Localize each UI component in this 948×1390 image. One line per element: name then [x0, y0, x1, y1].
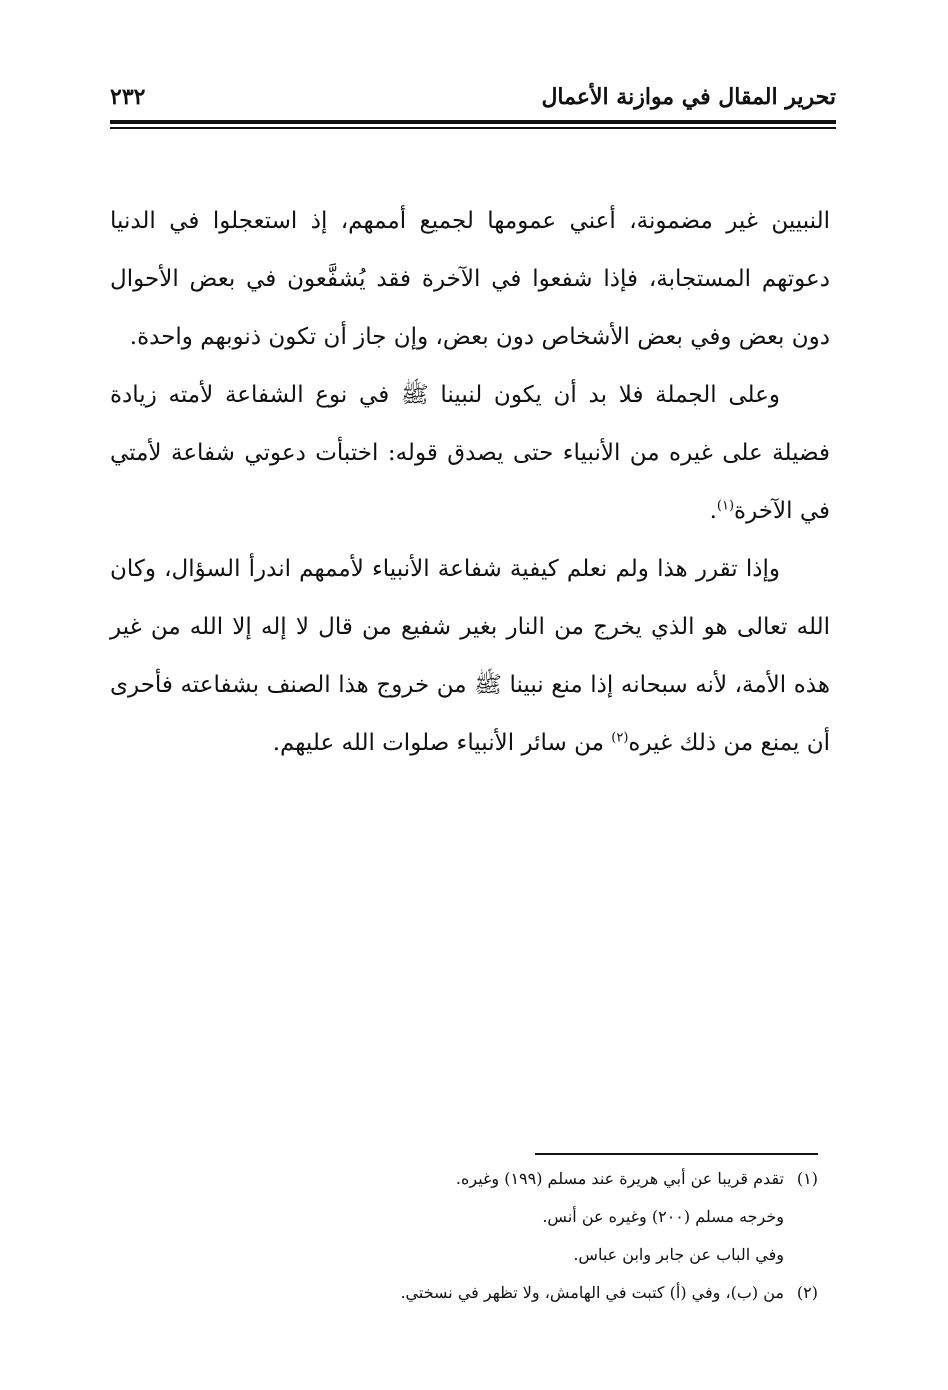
paragraph-1: النبيين غير مضمونة، أعني عمومها لجميع أممهم، إذ استعجلوا في الدنيا دعوتهم المستجابة، فإذا شفعوا في الآخرة فقد يُشفَّعون في بعض الأحوال دون بعض وفي بعض الأشخاص دون بعض، وإن جاز أن تكون ذنوبهم واحدة.: [110, 208, 830, 350]
footnote-separator: [535, 1153, 818, 1155]
page-number: ٢٣٢: [110, 84, 146, 110]
paragraph-2: وعلى الجملة فلا بد أن يكون لنبينا ﷺ في نوع الشفاعة لأمته زيادة فضيلة على غيره من الأنبياء حتى يصدق قوله: اختبأت دعوتي شفاعة لأمتي في الآخرة$^{(١)}$.: [110, 382, 830, 524]
footnote-text: وفي الباب عن جابر وابن عباس.: [573, 1245, 784, 1264]
header-rule-thin: [110, 127, 836, 129]
footnote-2: [300, 1274, 818, 1312]
footnotes: [300, 1160, 818, 1312]
header-rule-thick: [110, 120, 836, 124]
footnote-text: تقدم قريبا عن أبي هريرة عند مسلم (١٩٩) وغيره.: [455, 1169, 784, 1188]
footnote-ref-2: (٢): [611, 730, 629, 746]
footnote-text: من (ب)، وفي (أ) كتبت في الهامش، ولا تظهر في نسختي.: [400, 1283, 784, 1302]
main-text: [110, 192, 830, 772]
book-title: تحرير المقال في موازنة الأعمال: [541, 84, 836, 110]
footnote-1-continuation: [300, 1198, 818, 1236]
footnote-number: (١): [796, 1169, 818, 1188]
footnote-text: وخرجه مسلم (٢٠٠) وغيره عن أنس.: [542, 1207, 784, 1226]
footnote-number: (٢): [796, 1283, 818, 1302]
footnote-ref-1: (١): [716, 498, 735, 514]
footnote-1-continuation: [300, 1236, 818, 1274]
paragraph-3: وإذا تقرر هذا ولم نعلم كيفية شفاعة الأنبياء لأممهم اندرأ السؤال، وكان الله تعالى هو الذي يخرج من النار بغير شفيع من قال لا إله إلا الله من غير هذه الأمة، لأنه سبحانه إذا منع نبينا ﷺ من خروج هذا الصنف بشفاعته فأحرى أن يمنع من ذلك غيره$^{(٢)}$ من سائر الأنبياء صلوات الله عليهم.: [110, 556, 830, 756]
page-header: [110, 78, 836, 118]
footnote-1: [300, 1160, 818, 1198]
